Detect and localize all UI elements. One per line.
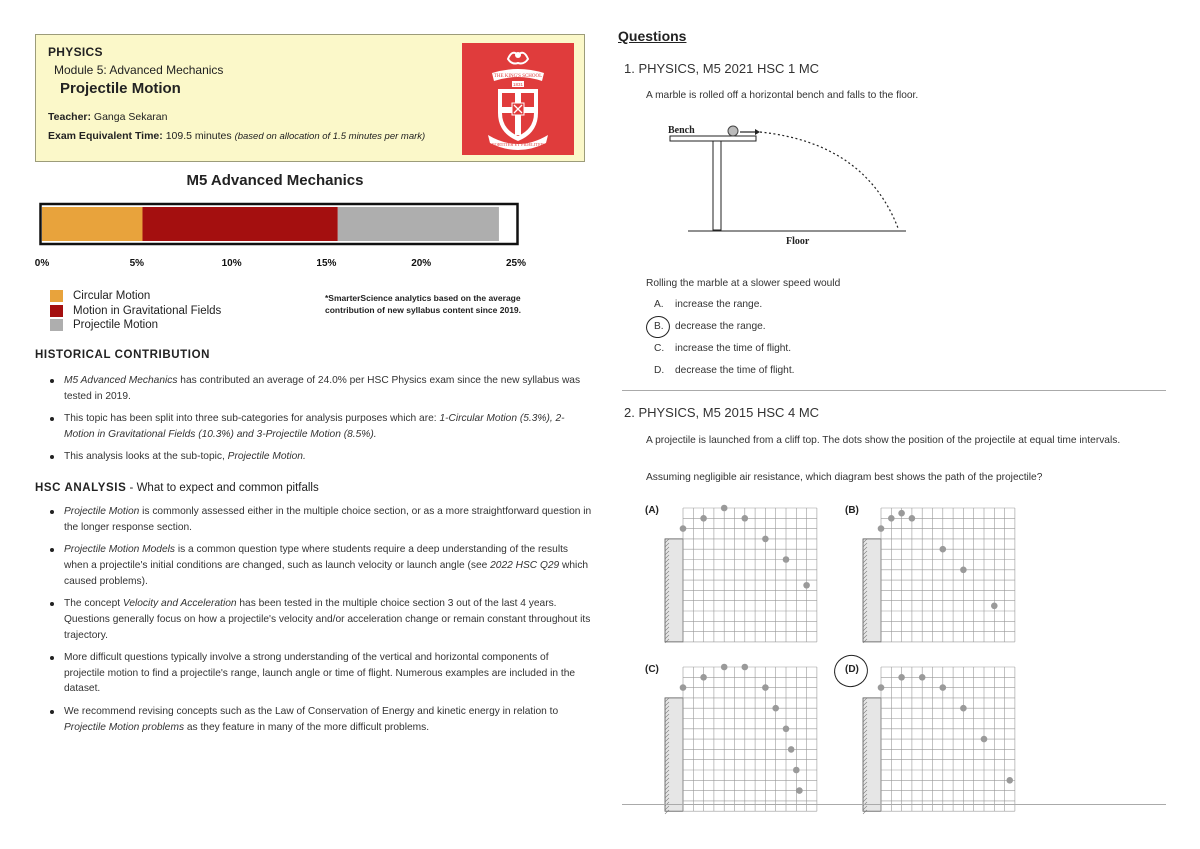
projectile-dot <box>742 515 749 522</box>
projectile-dot <box>721 664 728 671</box>
x-tick-label: 20% <box>411 258 432 269</box>
teacher-name: Ganga Sekaran <box>93 111 168 123</box>
projectile-dot <box>700 674 707 681</box>
projectile-dot <box>919 674 926 681</box>
diagram-label-b[interactable]: (B) <box>845 505 859 516</box>
projectile-dot <box>680 525 687 532</box>
chart-title: M5 Advanced Mechanics <box>186 172 364 189</box>
historical-heading: HISTORICAL CONTRIBUTION <box>35 349 211 361</box>
projectile-dot <box>700 515 707 522</box>
projectile-dot <box>803 582 810 589</box>
cliff-a <box>665 539 683 642</box>
x-tick-label: 15% <box>316 258 337 269</box>
legend-label: Projectile Motion <box>73 319 159 332</box>
diagram-label-a[interactable]: (A) <box>645 505 659 516</box>
bench-label: Bench <box>668 125 695 136</box>
projectile-dot <box>960 567 967 574</box>
projectile-dot <box>1006 777 1013 784</box>
q1-option-a[interactable]: A. increase the range. <box>654 299 763 310</box>
cliff-b <box>863 539 881 642</box>
list-item: This analysis looks at the sub-topic, Projectile Motion. <box>37 449 592 465</box>
projectile-dot <box>940 684 947 691</box>
projectile-dot <box>909 515 916 522</box>
module-label: Module 5: Advanced Mechanics <box>54 63 224 77</box>
q2-text: A projectile is launched from a cliff top. The dots show the position of the projectile at equal time intervals. <box>646 435 1121 446</box>
projectile-dot <box>762 684 769 691</box>
legend-label: Motion in Gravitational Fields <box>73 304 222 317</box>
x-tick-label: 10% <box>221 258 242 269</box>
svg-text:THE KING'S SCHOOL: THE KING'S SCHOOL <box>493 74 543 79</box>
analytics-note: *SmarterScience analytics based on the average contribution of new syllabus content since 2019. <box>325 293 522 315</box>
projectile-dot <box>793 767 800 774</box>
x-tick-label: 5% <box>129 258 145 269</box>
projectile-dot <box>878 525 885 532</box>
q1-prompt: Rolling the marble at a slower speed would <box>646 278 841 289</box>
q1-heading: 1. PHYSICS, M5 2021 HSC 1 MC <box>624 61 820 76</box>
q1-option-b[interactable]: B. decrease the range. <box>654 321 766 332</box>
projectile-dot <box>721 505 728 512</box>
projectile-dot <box>940 546 947 553</box>
list-item: This topic has been split into three sub-categories for analysis purposes which are: 1-Circular Motion (5.3%), 2-Motion in Gravitational Fields (10.3%) and 3-Projectile Motion (8.5%). <box>37 411 592 443</box>
projectile-dot <box>788 746 795 753</box>
questions-title: Questions <box>618 28 687 44</box>
list-item: We recommend revising concepts such as the Law of Conservation of Energy and kinetic energy in relation to Projectile Motion problems as they feature in many of the more difficult problems. <box>37 704 592 736</box>
legend-label: Circular Motion <box>73 290 151 303</box>
projectile-dot <box>888 515 895 522</box>
projectile-dot <box>878 684 885 691</box>
subject-label: PHYSICS <box>48 45 103 59</box>
projectile-dot <box>960 705 967 712</box>
projectile-dot <box>796 787 803 794</box>
exam-time-value: 109.5 minutes <box>165 130 232 142</box>
projectile-dot <box>742 664 749 671</box>
diagram-label-c[interactable]: (C) <box>645 664 659 675</box>
svg-text:1831: 1831 <box>512 82 524 87</box>
projectile-dot <box>981 736 988 743</box>
em-topic: M5 Advanced Mechanics <box>64 375 178 386</box>
projectile-dot <box>898 674 905 681</box>
svg-text:FORTITER ET FIDELITER: FORTITER ET FIDELITER <box>492 142 544 147</box>
projectile-dot <box>783 726 790 733</box>
floor-label: Floor <box>786 236 810 247</box>
q1-option-c[interactable]: C. increase the time of flight. <box>654 343 792 354</box>
x-tick-label: 0% <box>34 258 50 269</box>
projectile-dot <box>898 510 905 517</box>
list-item: M5 Advanced Mechanics has contributed an average of 24.0% per HSC Physics exam since the new syllabus was tested in 2019. <box>37 373 592 405</box>
hsc-heading-suffix: - What to expect and common pitfalls <box>126 482 319 494</box>
x-tick-label: 25% <box>505 258 527 269</box>
list-item: Projectile Motion Models is a common question type where students require a deep understanding of the results when a projectile's initial conditions are changed, such as launch velocity or launch angle (see 2022 HSC Q29 which caused problems). <box>37 542 592 589</box>
projectile-dot <box>991 603 998 610</box>
topic-title: Projectile Motion <box>60 80 181 97</box>
hsc-heading: HSC ANALYSIS - What to expect and common pitfalls <box>35 482 319 494</box>
exam-time-line: Exam Equivalent Time: 109.5 minutes (based on allocation of 1.5 minutes per mark) <box>48 130 426 142</box>
q1-text: A marble is rolled off a horizontal bench and falls to the floor. <box>646 90 919 101</box>
list-item: The concept Velocity and Acceleration has been tested in the multiple choice section 3 out of the last 4 years. Questions generally focus on how a projectile's velocity and/or acceleration change or remain constant throughout its trajectory. <box>37 596 592 643</box>
diagram-label-d[interactable]: (D) <box>845 664 859 675</box>
projectile-dot <box>680 684 687 691</box>
projectile-dot <box>772 705 779 712</box>
q1-option-d[interactable]: D. decrease the time of flight. <box>654 365 795 376</box>
q2-prompt: Assuming negligible air resistance, which diagram best shows the path of the projectile? <box>646 472 1043 483</box>
q2-heading: 2. PHYSICS, M5 2015 HSC 4 MC <box>624 405 820 420</box>
projectile-dot <box>783 556 790 563</box>
list-item: Projectile Motion is commonly assessed either in the multiple choice section, or as a more straightforward question in the longer response section. <box>37 504 592 536</box>
divider <box>622 804 1166 805</box>
projectile-dot <box>762 536 769 543</box>
teacher-line: Teacher: Ganga Sekaran <box>48 111 168 123</box>
exam-time-note: (based on allocation of 1.5 minutes per mark) <box>234 131 426 142</box>
list-item: More difficult questions typically involve a strong understanding of the vertical and horizontal components of projectile motion to find a projectile's range, launch angle or time of flight. Numerous examples are included in the dataset. <box>37 650 592 697</box>
